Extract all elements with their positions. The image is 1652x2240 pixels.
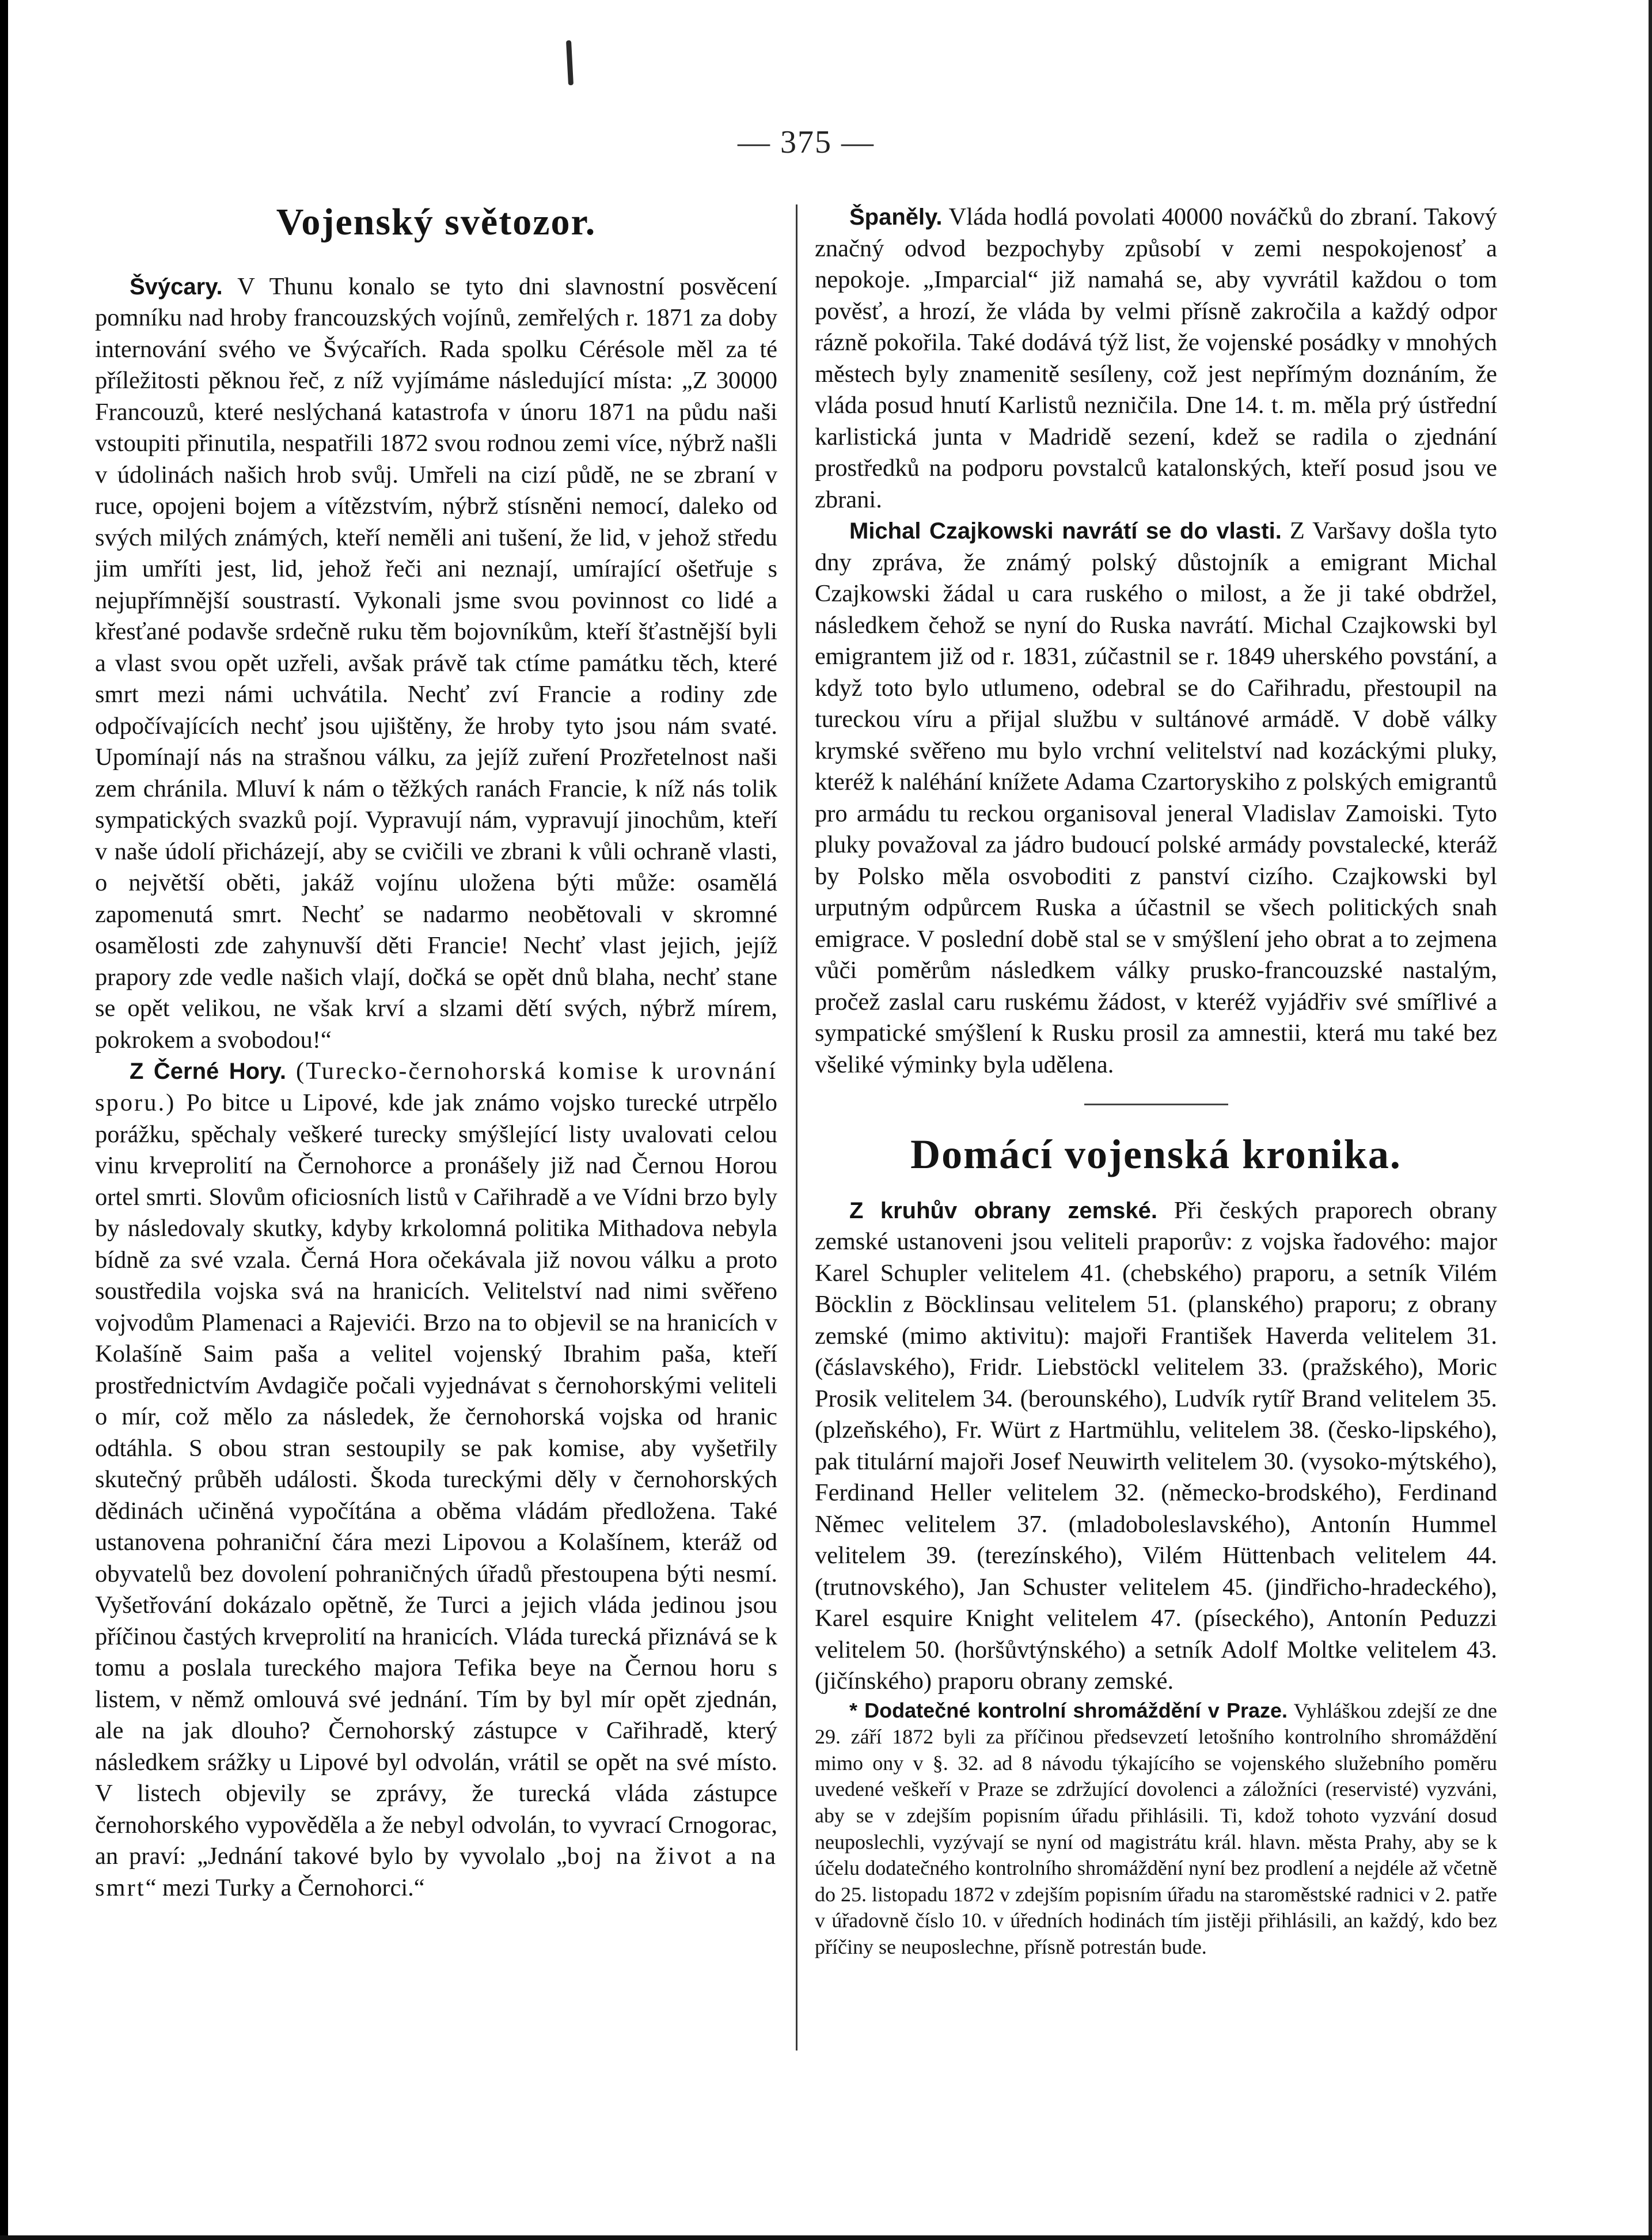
column-rule [796,204,797,2051]
section-divider [1084,1104,1228,1105]
article-switzerland [95,271,777,1056]
article-montenegro [95,1056,777,1904]
article-heading: Švýcary. [130,274,223,300]
article-body: Při českých praporech obrany zemské ustanoveni jsou veliteli praporův: z vojska řadového: major Karel Schupler velitelem 41. (chebského) praporu, a setník Vilém Böcklin z Böcklinsau velitelem 51. (planského) praporu; z obrany zemské (mimo aktivitu): majoři František Haverda velitelem 31. (čáslavského), Fridr. Liebstöckl velitelem 33. (pražského), Moric Prosik velitelem 34. (berounského), Ludvík rytíř Brand velitelem 35. (plzeňského), Fr. Würt z Hartmühlu, velitelem 38. (česko-lipského), pak titulární majoři Josef Neuwirth velitelem 30. (vysoko-mýtského), Ferdinand Heller velitelem 32. (německo-brodského), Ferdinand Němec velitelem 37. (mladoboleslavského), Antonín Hummel velitelem 39. (terezínského), Vilém Hüttenbach velitelem 44. (trutnovského), Jan Schuster velitelem 45. (jindřicho-hradeckého), Karel esquire Knight velitelem 47. (píseckého), Antonín Peduzzi velitelem 50. (horšůvtýnského) a setník Adolf Moltke velitelem 43. (jičínského) praporu obrany zemské. [815,1196,1498,1695]
spaced-quote: boj na život a na smrt [95,1843,777,1901]
article-czajkowski [815,516,1497,1081]
section-title-domestic: Domácí vojenská kronika. [910,1131,1402,1178]
scan-bottom-border [0,2235,1652,2240]
article-body: Po bitce u Lipové, kde jak známo vojsko turecké utrpělo porážku, spěchaly veškeré turecky smýšlející listy uvalovati celou vinu krveprolití na Černohorce a pronášely již nad Černou Horou ortel smrti. Slovům oficiosních listů v Cařihradě a ve Vídni brzo byly by následovaly skutky, kdyby krkolomná politika Mithadova nebyla bídně za své vzala. Černá Hora očekávala již novou válku a proto soustředila vojska svá na hranicích. Velitelství nad nimi svěřeno vojvodům Plamenaci a Rajevići. Brzo na to objevil se na hranicích v Kolašíně Saim paša a velitel vojenský Ibrahim paša, kteří prostřednictvím Avdagiče počali vyjednávat s černohorskými veliteli o mír, což mělo za následek, že černohorská vojska od hranic odtáhla. S obou stran sestoupily se pak komise, aby vyšetřily skutečný průběh události. Škoda tureckými děly v černohorských dědinách učiněná vypočítána a oběma vládám předložena. Také ustanovena pohraniční čára mezi Lipovou a Kolašínem, kteráž od obyvatelů bez dovolení pohraničných úřadů přestoupena býti nesmí. Vyšetřování dokázalo opětně, že Turci a jejich vláda jedinou jsou příčinou častých krveprolití na hranicích. Vláda turecká přiznává se k tomu a poslala tureckého majora Tefika beye na Černou horu s listem, v němž omlouvá své jednání. Tím by byl mír opět zjednán, ale na jak dlouho? Černohorský zástupce v Cařihradě, který následkem srážky u Lipové byl odvolán, vrátil se opět na své místo. V listech objevily se zprávy, že turecká vláda zástupce černohorského vypověděla a že nebyl odvolán, to vyvrací Crnogorac, an praví: „Jednání takové bylo by vyvolalo „ [95,1089,777,1870]
article-body: Z Varšavy došla tyto dny zpráva, že známý polský důstojník a emigrant Michal Czajkowski žádal u cara ruského o milost, a že ji také obdržel, následkem čehož se nyní do Ruska navrátí. Michal Czajkowski byl emigrantem již od r. 1831, zúčastnil se r. 1849 uherského povstání, a když toto bylo utlumeno, odebral se do Cařihradu, přestoupil na tureckou víru a přijal službu v sultánové armádě. V době války krymské svěřeno mu bylo vrchní velitelství nad kozáckými pluky, kteréž k naléhání knížete Adama Czartoryskiho z polských emigrantů pro armádu tu reckou organisoval jeneral Vladislav Zamoiski. Tyto pluky považoval za jádro budoucí polské armády povstalecké, kteráž by Polsko měla osvoboditi z panství cizího. Czajkowski byl urputným odpůrcem Ruska a účastnil se všech politických snah emigrace. V poslední době stal se v smýšlení jeho obrat a to zejmena vůči poměrům následkem války prusko-francouzské nastalým, pročež zaslal caru ruskému žádost, v kteréž vyjádřiv své smířlivé a sympatické smýšlení k Rusku prosil za amnestii, která mu také bez všeliké výminky byla udělena. [815,517,1498,1078]
article-heading: Z kruhův obrany zemské. [849,1197,1157,1223]
article-body: V Thunu konalo se tyto dni slavnostní posvěcení pomníku nad hroby francouzských vojínů, zemřelých r. 1871 za doby internování svého ve Švýcařích. Rada spolku Cérésole měl za té příležitosti pěknou řeč, z níž vyjímáme následující místa: „Z 30000 Francouzů, které neslýchaná katastrofa v únoru 1871 na půdu naši vstoupiti přinutila, nespatřili 1872 svou rodnou zemi více, nýbrž našli v údolinách našich hrob svůj. Umřeli na cizí půdě, ne se zbraní v ruce, opojeni bojem a vítězstvím, nýbrž stísněni nemocí, daleko od svých milých známých, kteří neměli ani tušení, že lid, v jehož středu jim umříti jest, lid, jehož řeči ani neznají, umírající ošetřuje s nejupřímnější soustrastí. Vykonali jsme svou povinnost co lidé a křesťané podavše srdečně ruku těm bojovníkům, kteří šťastnější byli a vlast svou opět uzřeli, avšak právě tak ctíme památku těch, které smrt mezi námi uchvátila. Nechť zví Francie a rodiny zde odpočívajících nechť jsou ujištěny, že hroby tyto jsou nám svaté. Upomínají nás na strašnou válku, za jejíž zuření Prozřetelnost naši zem chránila. Mluví k nám o těžkých ranách Francie, k níž nás tolik sympatických svazků pojí. Vypravují nám, vypravují jinochům, kteří v naše údolí přicházejí, aby se cvičili ve zbrani k vůli ochraně vlasti, o největší oběti, jakáž vojínu uložena býti může: osamělá zapomenutá smrt. Nechť se nadarmo neobětovali v skromné osamělosti zde zahynuvší děti Francie! Nechť vlast jejich, jejíž prapory zde vedle našich vlají, dočká se opět dnů blaha, nechť stane se opět velikou, ne však krví a slzami dětí svých, nýbrž mírem, pokrokem a svobodou!“ [95,272,778,1053]
article-body-end: “ mezi Turky a Černohorci.“ [145,1874,425,1901]
scan-left-border [0,0,8,2240]
ink-speck [566,40,574,85]
article-defense [815,1195,1497,1697]
article-subheading: (Turecko-černohorská komise k urovnání sporu.) [95,1058,778,1116]
article-heading: Z Černé Hory. [130,1059,286,1085]
article-spain [815,202,1497,516]
article-body: Vláda hodlá povolati 40000 nováčků do zbraní. Takový značný odvod bezpochyby způsobí v zemi nespokojenosť a nepokoje. „Imparcial“ již namahá se, aby vyvrátil každou o tom pověsť, a hrozí, že vláda by velmi přísně zakročila a každý odpor rázně pokořila. Také dodává týž list, že vojenské posádky v mnohých městech byly znamenitě sesíleny, což jest nepřímým doznáním, že vláda posud hnutí Karlistů nezničila. Dne 14. t. m. měla prý ústřední karlistická junta v Madridě sezení, kdež se radila o zjednání prostředků na podporu povstalců katalonských, kteří posud jsou ve zbrani. [815,203,1497,513]
article-supplementary [815,1697,1497,1960]
page-number: — 375 — [738,124,875,160]
article-heading: Michal Czajkowski navrátí se do vlasti. [849,518,1282,544]
section-title-world: Vojenský světozor. [276,201,597,243]
article-body: Vyhláškou zdejší ze dne 29. září 1872 byli za příčinou předsevzetí letošního kontrolního shromáždění mimo ony v §. 32. ad 8 návodu týkajícího se vojenského služebního poměru uvedené veškeří v Praze se zdržující dovolenci a záložníci (reservisté) vyzváni, aby se v zdejším popisním úřadu přihlásili. Ti, kdož tohoto vyzvání dosud neuposlechli, vyzývají se nyní od magistrátu král. hlavn. města Prahy, aby se k účelu dodatečného kontrolního shromáždění nyní bez prodlení a nejdéle až včetně do 25. listopadu 1872 v zdejším popisním úřadu na staroměstské radnici v 2. patře v úřadovně číslo 10. v úředních hodinách tím jistěji přihlásili, an každý, kdo bez příčiny se neuposlechne, přísně potrestán bude. [815,1699,1497,1958]
article-heading: * Dodatečné kontrolní shromáždění v Praze. [849,1698,1288,1722]
notice-block [815,1697,1497,1960]
right-column [815,202,1497,1960]
article-heading: Španěly. [849,204,943,230]
scan-right-border [1649,0,1652,2240]
left-column [95,202,777,1904]
